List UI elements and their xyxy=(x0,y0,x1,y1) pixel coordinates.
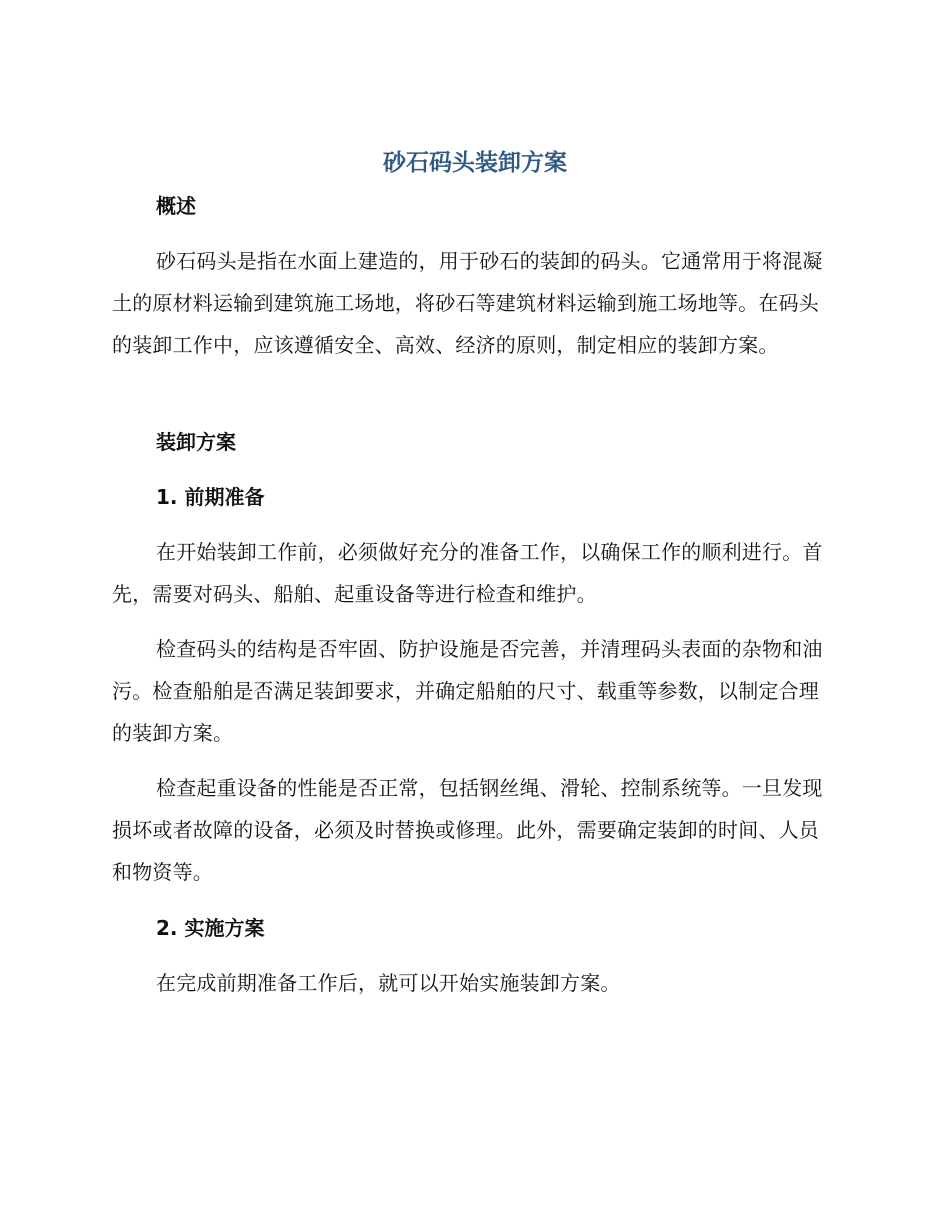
paragraph-implementation-1: 在完成前期准备工作后，就可以开始实施装卸方案。 xyxy=(156,971,621,995)
document-title: 砂石码头装卸方案 xyxy=(383,150,567,176)
subsection-heading-implementation: 2. 实施方案 xyxy=(156,916,265,940)
paragraph-preparation-3: 检查起重设备的性能是否正常，包括钢丝绳、滑轮、控制系统等。一旦发现损坏或者故障的设备，必须及时替换或修理。此外，需要确定装卸的时间、人员和物资等。 xyxy=(112,776,823,884)
section-heading-overview: 概述 xyxy=(156,194,196,218)
section-heading-plan: 装卸方案 xyxy=(156,430,236,454)
paragraph-preparation-2: 检查码头的结构是否牢固、防护设施是否完善，并清理码头表面的杂物和油污。检查船舶是否满足装卸要求，并确定船舶的尺寸、载重等参数，以制定合理的装卸方案。 xyxy=(112,637,823,745)
paragraph-preparation-1: 在开始装卸工作前，必须做好充分的准备工作，以确保工作的顺利进行。首先，需要对码头、船舶、起重设备等进行检查和维护。 xyxy=(112,540,823,606)
subsection-heading-preparation: 1. 前期准备 xyxy=(156,485,265,509)
paragraph-overview: 砂石码头是指在水面上建造的，用于砂石的装卸的码头。它通常用于将混凝土的原材料运输到建筑施工场地，将砂石等建筑材料运输到施工场地等。在码头的装卸工作中，应该遵循安全、高效、经济的原则，制定相应的装卸方案。 xyxy=(112,249,823,357)
